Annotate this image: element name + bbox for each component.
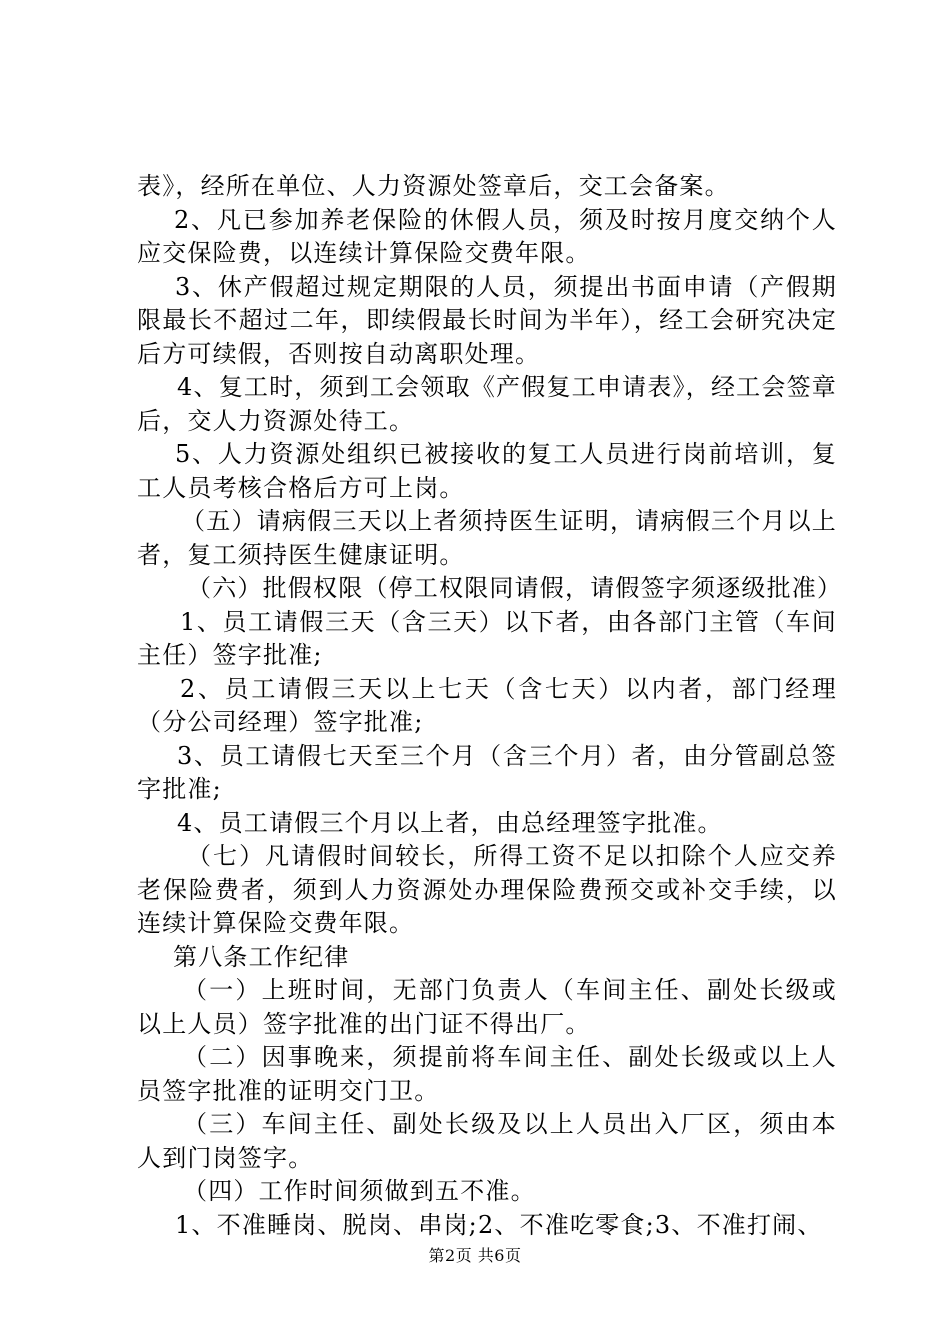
- paragraph-8: 1、员工请假三天（含三天）以下者，由各部门主管（车间主任）签字批准;: [137, 607, 837, 669]
- paragraph-6: （五）请病假三天以上者须持医生证明，请病假三个月以上者，复工须持医生健康证明。: [137, 507, 837, 569]
- paragraph-12: （七）凡请假时间较长，所得工资不足以扣除个人应交养老保险费者，须到人力资源处办理保险费预交或补交手续，以连续计算保险交费年限。: [137, 842, 837, 937]
- paragraph-5: 5、人力资源处组织已被接收的复工人员进行岗前培训，复工人员考核合格后方可上岗。: [137, 440, 837, 502]
- paragraph-18: 1、不准睡岗、脱岗、串岗;2、不准吃零食;3、不准打闹、: [175, 1210, 823, 1239]
- paragraph-1: 表》，经所在单位、人力资源处签章后，交工会备案。: [137, 172, 730, 200]
- section-heading-article-8: 第八条工作纪律: [173, 942, 350, 971]
- paragraph-14: （一）上班时间，无部门负责人（车间主任、副处长级或以上人员）签字批准的出门证不得出厂。: [137, 976, 837, 1038]
- paragraph-9: 2、员工请假三天以上七天（含七天）以内者，部门经理（分公司经理）签字批准;: [137, 674, 837, 736]
- page-number-footer: 第2页 共6页: [428, 1246, 522, 1265]
- paragraph-7: （六）批假权限（停工权限同请假，请假签字须逐级批准）: [187, 574, 843, 602]
- paragraph-2: 2、凡已参加养老保险的休假人员，须及时按月度交纳个人应交保险费，以连续计算保险交费年限。: [137, 205, 837, 267]
- paragraph-17: （四）工作时间须做到五不准。: [183, 1177, 536, 1205]
- document-body: [137, 170, 843, 1242]
- paragraph-10: 3、员工请假七天至三个月（含三个月）者，由分管副总签字批准;: [137, 741, 837, 803]
- paragraph-3: 3、休产假超过规定期限的人员，须提出书面申请（产假期限最长不超过二年，即续假最长时间为半年），经工会研究决定后方可续假，否则按自动离职处理。: [137, 272, 837, 368]
- paragraph-4: 4、复工时，须到工会领取《产假复工申请表》，经工会签章后，交人力资源处待工。: [137, 373, 837, 435]
- paragraph-16: （三）车间主任、副处长级及以上人员出入厂区，须由本人到门岗签字。: [137, 1110, 837, 1172]
- paragraph-15: （二）因事晚来，须提前将车间主任、副处长级或以上人员签字批准的证明交门卫。: [137, 1043, 837, 1105]
- paragraph-11: 4、员工请假三个月以上者，由总经理签字批准。: [177, 808, 723, 837]
